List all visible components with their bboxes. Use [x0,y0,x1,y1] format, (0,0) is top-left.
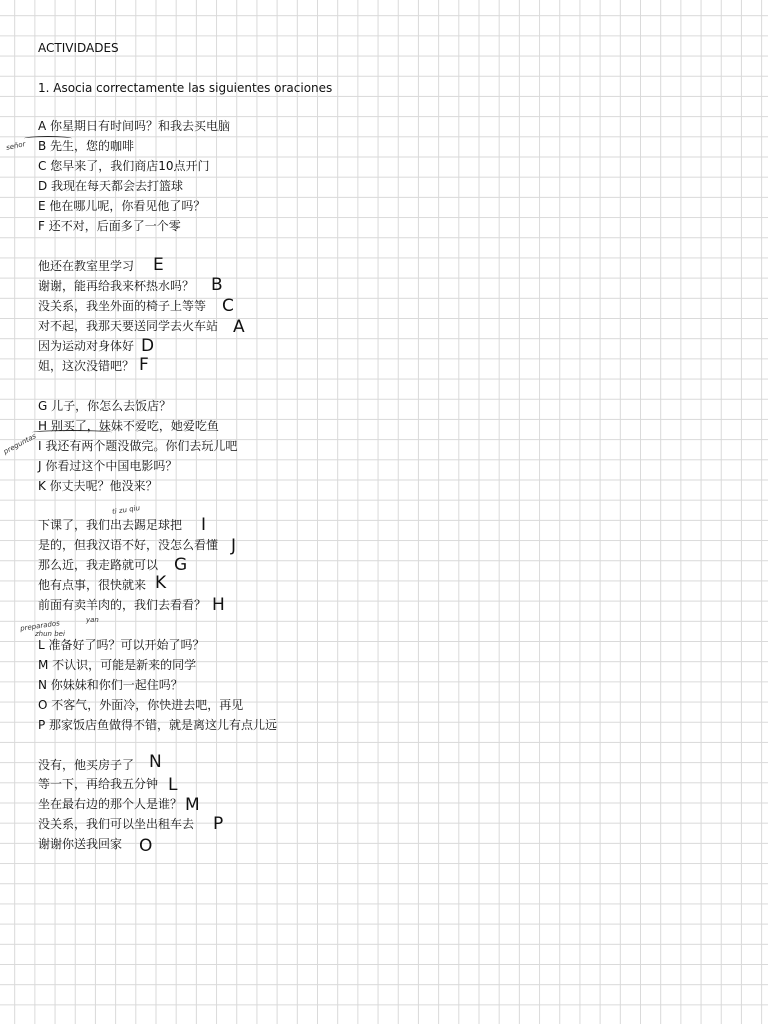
answer-4: A [233,317,245,337]
option-k: K 你丈夫呢？他没来？ [38,479,158,493]
option-b: B 先生，您的咖啡 [38,139,135,153]
option-g: G 儿子，你怎么去饭店？ [38,399,172,413]
instruction: 1. Asocia correctamente las siguientes oraciones [38,81,333,95]
note-preguntas: preguntas [2,432,38,456]
sentence-12: 没有，他买房子了 [38,758,135,772]
option-o: O 不客气，外面冷，你快进去吧，再见 [38,698,244,712]
sentence-5: 因为运动对身体好 [38,339,135,353]
answer-13: L [168,775,178,795]
note-arc [24,136,72,141]
sentence-16: 谢谢你送我回家 [38,837,123,851]
note-senor: señor [5,140,27,152]
sentence-9: 那么近，我走路就可以 [38,558,159,572]
sentence-10: 他有点事，很快就来 [38,578,147,592]
note-pinyin-ti: ti zu qiu [111,504,141,516]
answer-3: C [222,296,234,316]
option-l: L 准备好了吗？可以开始了吗？ [38,638,205,652]
note-arc-2 [32,430,112,435]
note-preparados: preparados [19,619,61,633]
option-m: M 不认识，可能是新来的同学 [38,658,197,672]
note-zhunbei: zhun bei [35,630,65,638]
sentence-3: 没关系，我坐外面的椅子上等等 [38,299,207,313]
sentence-11: 前面有卖羊肉的，我们去看看？ [38,598,207,612]
answer-12: N [149,752,162,772]
answer-6: F [139,355,149,375]
sentence-4: 对不起，我那天要送同学去火车站 [38,319,219,333]
option-e: E 他在哪儿呢，你看见他了吗？ [38,199,206,213]
sentence-6: 姐，这次没错吧？ [38,359,135,373]
note-yan: yan [86,616,99,624]
option-c: C 您早来了，我们商店10点开门 [38,159,210,173]
sentence-7: 下课了，我们出去踢足球把 [38,518,183,532]
page-title: ACTIVIDADES [38,41,119,55]
answer-14: M [185,795,200,815]
sentence-8: 是的，但我汉语不好，没怎么看懂 [38,538,219,552]
answer-5: D [141,336,155,356]
answer-8: J [231,536,237,556]
sentence-15: 没关系，我们可以坐出租车去 [38,817,195,831]
option-p: P 那家饭店鱼做得不错，就是离这儿有点儿远 [38,718,278,732]
option-i: I 我还有两个题没做完。你们去玩儿吧 [38,439,238,453]
sentence-14: 坐在最右边的那个人是谁？ [38,797,183,811]
answer-15: P [213,814,224,834]
sentence-1: 他还在教室里学习 [38,259,135,273]
answer-2: B [211,275,223,295]
answer-10: K [155,573,167,593]
answer-7: I [201,515,207,535]
option-h: H 别买了，妹妹不爱吃，她爱吃鱼 [38,419,219,433]
answer-9: G [174,555,188,575]
answer-11: H [212,595,225,615]
option-j: J 你看过这个中国电影吗？ [38,459,178,473]
answer-1: E [153,255,164,275]
option-a: A 你星期日有时间吗？和我去买电脑 [38,119,231,133]
sentence-13: 等一下，再给我五分钟 [38,777,159,791]
option-n: N 你妹妹和你们一起住吗？ [38,678,183,692]
answer-16: O [139,836,153,856]
sentence-2: 谢谢，能再给我来杯热水吗？ [38,279,195,293]
option-d: D 我现在每天都会去打篮球 [38,179,184,193]
option-f: F 还不对，后面多了一个零 [38,219,181,233]
